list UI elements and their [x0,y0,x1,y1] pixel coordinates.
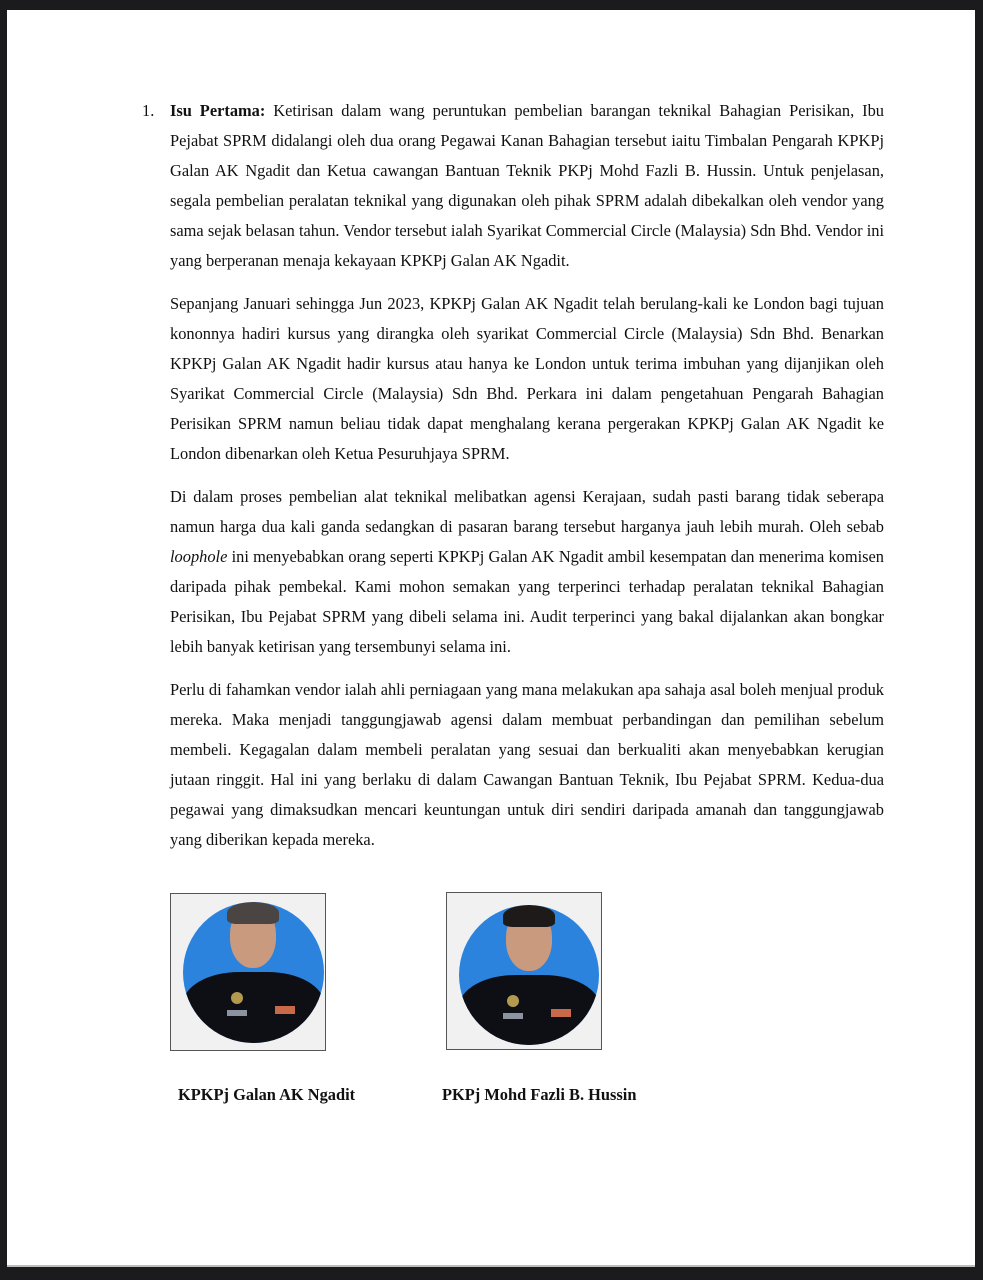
photo-frame-fazli [446,892,602,1050]
loophole-term: loophole [170,547,228,566]
paragraph-3-text-b: ini menyebabkan orang seperti KPKPj Galan AK Ngadit ambil kesempatan dan menerima komisen daripada pihak pembekal. Kami mohon semakan yang terperinci terhadap peralatan teknikal Bahagian Perisikan, Ibu Pejabat SPRM yang dibeli selama ini. Audit terperinci yang bakal dijalankan akan bongkar lebih banyak ketirisan yang tersembunyi selama ini. [170,547,884,656]
issue-heading: Isu Pertama: [170,101,266,120]
badge-icon [507,995,519,1007]
paragraph-3-text-a: Di dalam proses pembelian alat teknikal melibatkan agensi Kerajaan, sudah pasti barang tidak seberapa namun harga dua kali ganda sedangkan di pasaran barang tersebut harganya jauh lebih murah. Oleh sebab [170,487,884,536]
hair-shape [227,902,279,924]
photo-frame-galan [170,893,326,1051]
paragraph-3 [170,482,884,662]
nametag-shape [503,1013,523,1019]
document-page [7,10,975,1265]
badge-icon [231,992,243,1004]
ribbon-icon [275,1006,295,1014]
hair-shape [503,905,555,927]
photo-caption-fazli: PKPj Mohd Fazli B. Hussin [442,1085,637,1104]
item-number: 1. [142,101,155,120]
paragraph-2: Sepanjang Januari sehingga Jun 2023, KPKPj Galan AK Ngadit telah berulang-kali ke London bagi tujuan kononnya hadiri kursus yang dirangka oleh syarikat Commercial Circle (Malaysia) Sdn Bhd. Benarkan KPKPj Galan AK Ngadit hadir kursus atau hanya ke London untuk terima imbuhan yang dijanjikan oleh Syarikat Commercial Circle (Malaysia) Sdn Bhd. Perkara ini dalam pengetahuan Pengarah Bahagian Perisikan SPRM namun beliau tidak dapat menghalang kerana pergerakan KPKPj Galan AK Ngadit ke London dibenarkan oleh Ketua Pesuruhjaya SPRM. [170,294,884,463]
uniform-shape [459,975,599,1045]
officer-photos [170,893,770,1133]
paragraph-1 [170,96,884,276]
nametag-shape [227,1010,247,1016]
avatar [459,905,599,1045]
document-body [142,96,884,868]
paragraph-1-text: Ketirisan dalam wang peruntukan pembelian barangan teknikal Bahagian Perisikan, Ibu Pejabat SPRM didalangi oleh dua orang Pegawai Kanan Bahagian tersebut iaitu Timbalan Pengarah KPKPj Galan AK Ngadit dan Ketua cawangan Bantuan Teknik PKPj Mohd Fazli B. Hussin. Untuk penjelasan, segala pembelian peralatan teknikal yang digunakan oleh pihak SPRM adalah dibekalkan oleh vendor yang sama sejak belasan tahun. Vendor tersebut ialah Syarikat Commercial Circle (Malaysia) Sdn Bhd. Vendor ini yang berperanan menaja kekayaan KPKPj Galan AK Ngadit. [170,101,884,270]
paragraph-4: Perlu di fahamkan vendor ialah ahli perniagaan yang mana melakukan apa sahaja asal boleh menjual produk mereka. Maka menjadi tanggungjawab agensi dalam membuat perbandingan dan pemilihan sebelum membeli. Kegagalan dalam membeli peralatan yang sesuai dan berkualiti akan menyebabkan kerugian jutaan ringgit. Hal ini yang berlaku di dalam Cawangan Bantuan Teknik, Ibu Pejabat SPRM. Kedua-dua pegawai yang dimaksudkan mencari keuntungan untuk diri sendiri daripada amanah dan tanggungjawab yang diberikan kepada mereka. [170,680,884,849]
avatar [183,902,324,1043]
uniform-shape [183,972,324,1043]
list-item-1 [142,96,884,855]
ribbon-icon [551,1009,571,1017]
photo-caption-galan: KPKPj Galan AK Ngadit [178,1085,356,1104]
